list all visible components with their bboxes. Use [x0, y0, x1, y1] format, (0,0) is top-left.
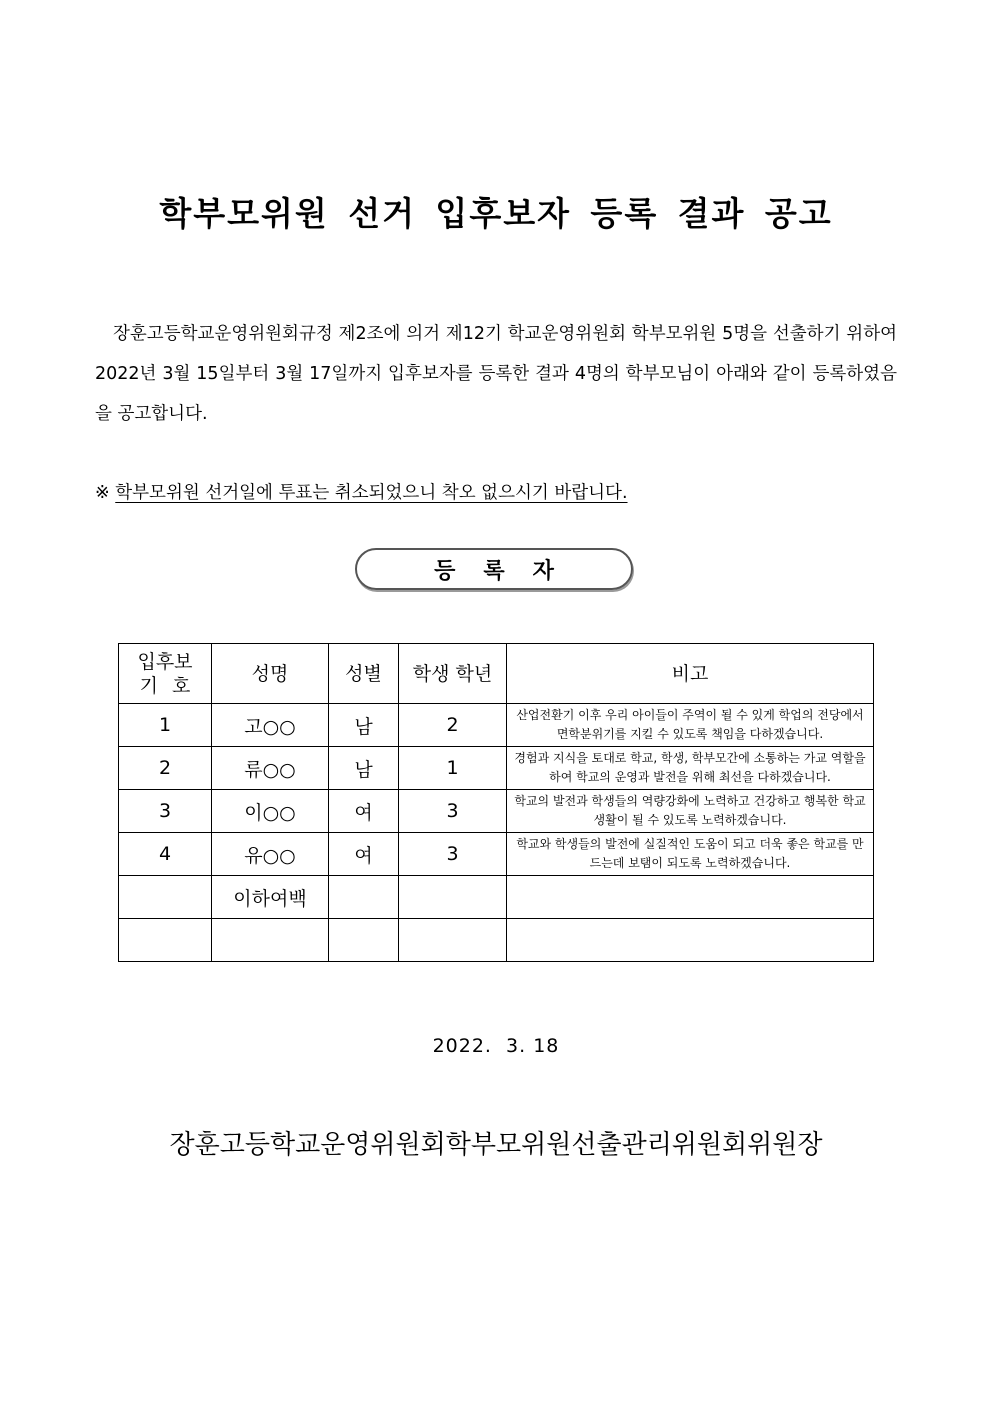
cell-remark: 학교와 학생들의 발전에 실질적인 도움이 되고 더욱 좋은 학교를 만드는데 보탬이 되도록 노력하겠습니다.: [507, 833, 874, 876]
cell-name: 고○○: [212, 704, 329, 747]
cell-sex: 여: [329, 833, 399, 876]
notice-line: [95, 478, 897, 508]
cell-number: 3: [119, 790, 212, 833]
cell-remark: [507, 919, 874, 962]
announcement-body: 장훈고등학교운영위원회규정 제2조에 의거 제12기 학교운영위원회 학부모위원 5명을 선출하기 위하여 2022년 3월 15일부터 3월 17일까지 입후보자를 등록한 결과 4명의 학부모님이 아래와 같이 등록하였음을 공고합니다.: [95, 324, 897, 424]
header-candidate-number: [119, 644, 212, 704]
header-sex: 성별: [329, 644, 399, 704]
notice-mark: ※: [95, 483, 110, 503]
announcement-date: 2022. 3. 18: [432, 1035, 560, 1057]
cell-remark: 경험과 지식을 토대로 학교, 학생, 학부모간에 소통하는 가교 역할을 하여 학교의 운영과 발전을 위해 최선을 다하겠습니다.: [507, 747, 874, 790]
cell-name: 류○○: [212, 747, 329, 790]
cell-number: [119, 919, 212, 962]
cell-grade: [399, 919, 507, 962]
cell-sex: 남: [329, 704, 399, 747]
table-row: [119, 704, 874, 747]
cell-name: 이○○: [212, 790, 329, 833]
cell-name: 이하여백: [212, 876, 329, 919]
cell-sex: [329, 919, 399, 962]
header-grade: 학생 학년: [399, 644, 507, 704]
cell-grade: 2: [399, 704, 507, 747]
cell-sex: 남: [329, 747, 399, 790]
cell-sex: [329, 876, 399, 919]
table-row: [119, 876, 874, 919]
header-candidate-number-line1: 입후보: [137, 650, 193, 673]
registrants-heading-box: 등록자: [355, 548, 633, 590]
cell-remark: [507, 876, 874, 919]
cell-sex: 여: [329, 790, 399, 833]
header-name: 성명: [212, 644, 329, 704]
table-row: [119, 833, 874, 876]
cell-name: 유○○: [212, 833, 329, 876]
cell-grade: 1: [399, 747, 507, 790]
cell-number: 2: [119, 747, 212, 790]
registrants-table: [118, 643, 874, 962]
document-title: 학부모위원 선거 입후보자 등록 결과 공고: [159, 194, 833, 233]
issuer-signature-line: 장훈고등학교운영위원회학부모위원선출관리위원회위원장: [169, 1130, 823, 1160]
cell-number: [119, 876, 212, 919]
table-row: [119, 747, 874, 790]
cell-number: 1: [119, 704, 212, 747]
cell-grade: [399, 876, 507, 919]
cell-remark: 산업전환기 이후 우리 아이들이 주역이 될 수 있게 학업의 전당에서 면학분위기를 지킬 수 있도록 책임을 다하겠습니다.: [507, 704, 874, 747]
header-remark: 비고: [507, 644, 874, 704]
cell-grade: 3: [399, 833, 507, 876]
table-row: [119, 919, 874, 962]
cell-remark: 학교의 발전과 학생들의 역량강화에 노력하고 건강하고 행복한 학교생활이 될 수 있도록 노력하겠습니다.: [507, 790, 874, 833]
header-candidate-number-line2: 기호: [139, 674, 205, 697]
table-header-row: [119, 644, 874, 704]
notice-text: 학부모위원 선거일에 투표는 취소되었으니 착오 없으시기 바랍니다.: [115, 483, 628, 503]
cell-number: 4: [119, 833, 212, 876]
cell-name: [212, 919, 329, 962]
cell-grade: 3: [399, 790, 507, 833]
table-row: [119, 790, 874, 833]
